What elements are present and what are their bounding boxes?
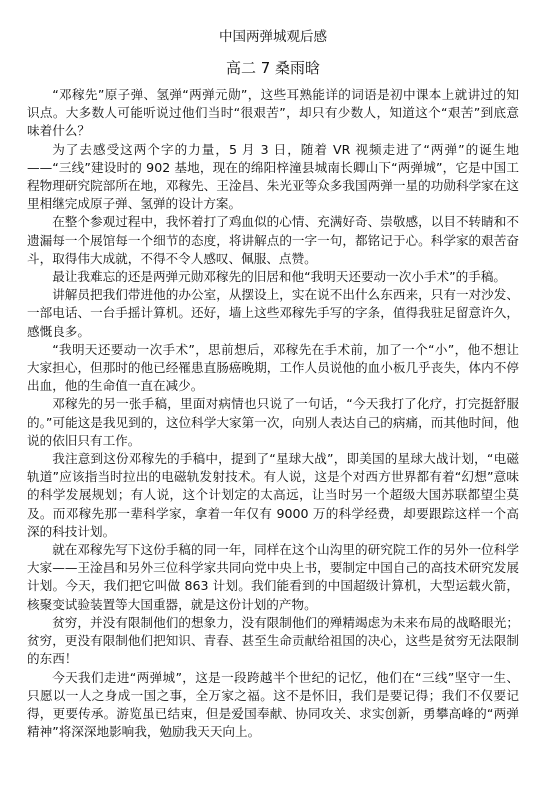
paragraph-10: 贫穷，并没有限制他们的想象力，没有限制他们的殚精竭虑为未来布局的战略眼光；贫穷，更没有限制他们把知识、青春、甚至生命贡献给祖国的决心，这些是贫穷无法限制的东西！	[27, 614, 519, 667]
paragraph-7: 邓稼先的另一张手稿，里面对病情也只说了一句话，“今天我打了化疗，打完挺舒服的。”可能这是我见到的，这位科学大家第一次，向别人表达自己的病痛，而其他时间，他说的依旧只有工作。	[27, 396, 519, 448]
document-title: 中国两弹城观后感	[219, 29, 327, 45]
paragraph-6: “我明天还要动一次手术”，思前想后，邓稼先在手术前，加了一个“小”，他不想让大家担心，但那时的他已经罹患直肠癌晚期，工作人员说他的血小板几乎丧失，体内不停出血，他的生命值一直在减少。	[27, 341, 519, 394]
document-body	[27, 86, 519, 741]
paragraph-1: “邓稼先”原子弹、氢弹“两弹元勋”，这些耳熟能详的词语是初中课本上就讲过的知识点。大多数人可能听说过他们当时“很艰苦”，却只有少数人，知道这个“艰苦”到底意味着什么？	[27, 87, 519, 139]
paragraph-9: 就在邓稼先写下这份手稿的同一年，同样在这个山沟里的研究院工作的另外一位科学大家——王淦昌和另外三位科学家共同向党中央上书，要制定中国自己的高技术研究发展计划。今天，我们把它叫做 863 计划。我们能看到的中国超级计算机，大型运载火箭，核聚变试验装置等大国重器，就是这份计划的产物。	[27, 542, 519, 612]
paragraph-3: 在整个参观过程中，我怀着打了鸡血似的心情、充满好奇、崇敬感，以目不转睛和不遗漏每一个展馆每一个细节的态度，将讲解点的一字一句，都铭记于心。科学家的艰苦奋斗，取得伟大成就，不得不令人感叹、佩服、点赞。	[27, 214, 519, 266]
paragraph-4: 最让我难忘的还是两弹元勋邓稼先的旧居和他“我明天还要动一次小手术”的手稿。	[52, 269, 507, 285]
paragraph-8: 我注意到这份邓稼先的手稿中，提到了“星球大战”，即美国的星球大战计划，“电磁轨道”应该指当时拉出的电磁轨发射技术。有人说，这是个对西方世界都有着“幻想”意味的科学发展规划；有人说，这个计划定的太高远，让当时另一个超级大国苏联都望尘莫及。而邓稼先那一辈科学家，拿着一年仅有 9000 万的科学经费，却要跟踪这样一个高深的科技计划。	[27, 451, 519, 539]
paragraph-5: 讲解员把我们带进他的办公室，从摆设上，实在说不出什么东西来，只有一对沙发、一部电话、一台手摇计算机。还好，墙上这些邓稼先手写的字条，值得我驻足留意许久，感慨良多。	[27, 287, 519, 339]
paragraph-11: 今天我们走进“两弹城”，这是一段跨越半个世纪的记忆，他们在“三线”坚守一生、只愿以一人之身成一国之事，全万家之福。这不是怀旧，我们是要记得；我们不仅要记得，更要传承。游览虽已结束，但是爱国奉献、协同攻关、求实创新，勇攀高峰的“两弹精神”将深深地影响我，勉励我天天向上。	[27, 669, 519, 740]
document-author: 高二 7 桑雨晗	[225, 59, 321, 77]
paragraph-2: 为了去感受这两个字的力量，5 月 3 日，随着 VR 视频走进了“两弹”的诞生地——“三线”建设时的 902 基地，现在的绵阳梓潼县城南长卿山下“两弹城”，它是中国工程物理研究院部所在地，邓稼先、王淦昌、朱光亚等众多我国两弹一星的功勋科学家在这里相继完成原子弹、氢弹的设计方案。	[27, 141, 519, 212]
